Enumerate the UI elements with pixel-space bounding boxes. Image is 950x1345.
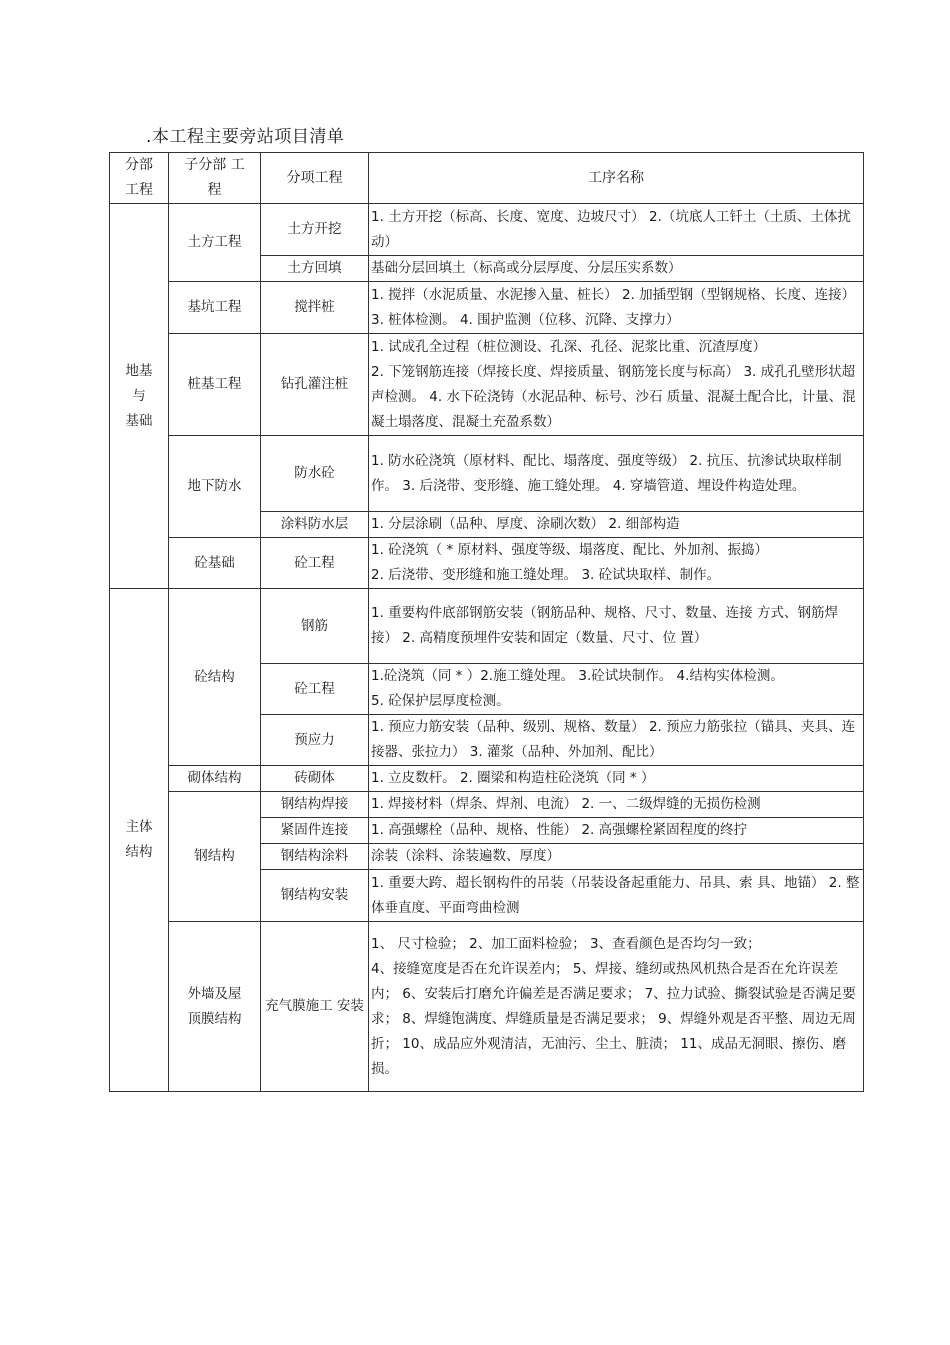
process-cell: 1、 尺寸检验； 2、加工面料检验； 3、查看颜色是否均匀一致； 4、接缝宽度是否在允许误差内； 5、焊接、缝纫或热风机热合是否在允许误差内； 6、安装后打磨允许偏差是否满足要求； 7、拉力试验、撕裂试验是否满足要求； 8、焊缝饱满度、焊缝质量是否满足要求； 9、焊缝外观是否平整、周边无周折； 10、成品应外观清洁，无油污、尘土、脏渍； 11、成品无洞眼、擦伤、磨损。 bbox=[369, 922, 864, 1092]
process-cell: 1. 分层涂刷（品种、厚度、涂刷次数） 2. 细部构造 bbox=[369, 512, 864, 538]
table-row bbox=[110, 204, 864, 256]
process-cell: 1. 立皮数杆。 2. 圈梁和构造柱砼浇筑（同 * ） bbox=[369, 766, 864, 792]
process-cell: 涂装（涂料、涂装遍数、厚度） bbox=[369, 844, 864, 870]
item-cell: 砼工程 bbox=[261, 538, 369, 589]
process-cell: 1.砼浇筑（同 * ）2.施工缝处理。 3.砼试块制作。 4.结构实体检测。 5. 砼保护层厚度检测。 bbox=[369, 664, 864, 715]
item-cell: 钻孔灌注桩 bbox=[261, 334, 369, 436]
header-sub-division: 子分部 工 程 bbox=[169, 153, 261, 204]
table-row bbox=[110, 792, 864, 818]
item-cell: 钢筋 bbox=[261, 589, 369, 664]
table-row bbox=[110, 282, 864, 334]
item-cell: 搅拌桩 bbox=[261, 282, 369, 334]
item-cell: 土方回填 bbox=[261, 256, 369, 282]
sub-division-cell: 土方工程 bbox=[169, 204, 261, 282]
process-cell: 1. 搅拌（水泥质量、水泥掺入量、桩长） 2. 加插型钢（型钢规格、长度、连接） 3. 桩体检测。 4. 围护监测（位移、沉降、支撑力） bbox=[369, 282, 864, 334]
process-cell: 基础分层回填土（标高或分层厚度、分层压实系数） bbox=[369, 256, 864, 282]
process-cell: 1. 防水砼浇筑（原材料、配比、塌落度、强度等级） 2. 抗压、抗渗试块取样制作。 3. 后浇带、变形缝、施工缝处理。 4. 穿墙管道、埋设件构造处理。 bbox=[369, 436, 864, 512]
division-cell: 地基 与 基础 bbox=[110, 204, 169, 589]
division-cell: 主体 结构 bbox=[110, 589, 169, 1092]
table-row bbox=[110, 922, 864, 1092]
header-process: 工序名称 bbox=[369, 153, 864, 204]
process-cell: 1. 重要大跨、超长钢构件的吊装（吊装设备起重能力、吊具、索 具、地锚） 2. 整体垂直度、平面弯曲检测 bbox=[369, 870, 864, 922]
item-cell: 钢结构焊接 bbox=[261, 792, 369, 818]
sub-division-cell: 砼基础 bbox=[169, 538, 261, 589]
item-cell: 防水砼 bbox=[261, 436, 369, 512]
page-title: .本工程主要旁站项目清单 bbox=[146, 127, 345, 147]
process-cell: 1. 土方开挖（标高、长度、宽度、边坡尺寸） 2.（坑底人工钎土（土质、土体扰动） bbox=[369, 204, 864, 256]
sub-division-cell: 外墙及屋 顶膜结构 bbox=[169, 922, 261, 1092]
sub-division-cell: 桩基工程 bbox=[169, 334, 261, 436]
header-item: 分项工程 bbox=[261, 153, 369, 204]
process-cell: 1. 焊接材料（焊条、焊剂、电流） 2. 一、二级焊缝的无损伤检测 bbox=[369, 792, 864, 818]
table-row bbox=[110, 334, 864, 436]
item-cell: 砼工程 bbox=[261, 664, 369, 715]
process-cell: 1. 砼浇筑（ * 原材料、强度等级、塌落度、配比、外加剂、振捣） 2. 后浇带、变形缝和施工缝处理。 3. 砼试块取样、制作。 bbox=[369, 538, 864, 589]
item-cell: 预应力 bbox=[261, 715, 369, 766]
process-cell: 1. 重要构件底部钢筋安装（钢筋品种、规格、尺寸、数量、连接 方式、钢筋焊接） 2. 高精度预埋件安装和固定（数量、尺寸、位 置） bbox=[369, 589, 864, 664]
table-row bbox=[110, 589, 864, 664]
table-row bbox=[110, 766, 864, 792]
header-division: 分部 工程 bbox=[110, 153, 169, 204]
table-header-row bbox=[110, 153, 864, 204]
item-cell: 钢结构涂料 bbox=[261, 844, 369, 870]
process-cell: 1. 高强螺栓（品种、规格、性能） 2. 高强螺栓紧固程度的终拧 bbox=[369, 818, 864, 844]
table-row bbox=[110, 538, 864, 589]
item-cell: 钢结构安装 bbox=[261, 870, 369, 922]
sub-division-cell: 基坑工程 bbox=[169, 282, 261, 334]
item-cell: 土方开挖 bbox=[261, 204, 369, 256]
process-cell: 1. 试成孔全过程（桩位测设、孔深、孔径、泥浆比重、沉渣厚度） 2. 下笼钢筋连接（焊接长度、焊接质量、钢筋笼长度与标高） 3. 成孔孔壁形状超声检测。 4. 水下砼浇铸（水泥品种、标号、沙石 质量、混凝土配合比，计量、混凝土塌落度、混凝土充盈系数） bbox=[369, 334, 864, 436]
sub-division-cell: 砌体结构 bbox=[169, 766, 261, 792]
sub-division-cell: 钢结构 bbox=[169, 792, 261, 922]
sub-division-cell: 地下防水 bbox=[169, 436, 261, 538]
item-cell: 紧固件连接 bbox=[261, 818, 369, 844]
inspection-table bbox=[109, 152, 864, 1092]
sub-division-cell: 砼结构 bbox=[169, 589, 261, 766]
table-row bbox=[110, 436, 864, 512]
process-cell: 1. 预应力筋安装（品种、级别、规格、数量） 2. 预应力筋张拉（锚具、夹具、连接器、张拉力） 3. 灌浆（品种、外加剂、配比） bbox=[369, 715, 864, 766]
item-cell: 充气膜施工 安装 bbox=[261, 922, 369, 1092]
item-cell: 砖砌体 bbox=[261, 766, 369, 792]
item-cell: 涂料防水层 bbox=[261, 512, 369, 538]
